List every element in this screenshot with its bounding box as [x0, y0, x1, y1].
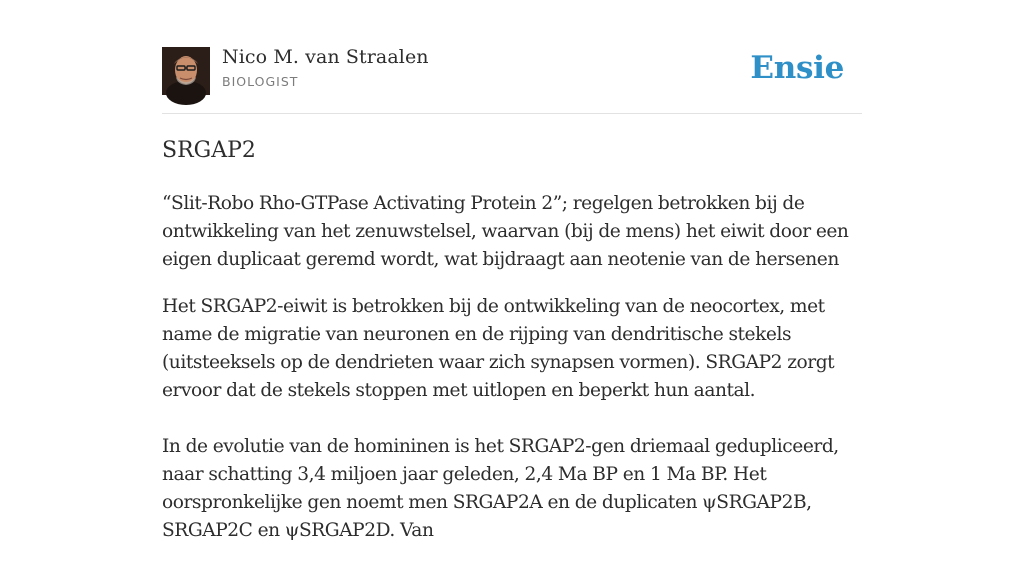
header-divider — [162, 113, 862, 114]
entry-definition: “Slit-Robo Rho-GTPase Activating Protein 2”; regelgen betrokken bij de ontwikkeling van het zenuwstelsel, waarvan (bij de mens) het eiwit door een eigen duplicaat geremd wordt, wat bijdraagt aan neotenie van de hersenen — [162, 193, 849, 270]
body-paragraph: Het SRGAP2-eiwit is betrokken bij de ontwikkeling van de neocortex, met name de migratie van neuronen en de rijping van dendritische stekels (uitsteeksels op de dendrieten waar zich synapsen vormen). SRGAP2 zorgt ervoor dat de stekels stoppen met uitlopen en beperkt hun aantal. — [162, 296, 835, 401]
entry-body — [162, 293, 862, 573]
body-paragraph: In de evolutie van de homininen is het SRGAP2-gen driemaal gedupliceerd, naar schatting 3,4 miljoen jaar geleden, 2,4 Ma BP en 1 Ma BP. Het oorspronkelijke gen noemt men SRGAP2A en de duplicaten ψSRGAP2B, SRGAP2C en ψSRGAP2D. Van — [162, 436, 839, 541]
author-avatar[interactable] — [162, 47, 210, 95]
author-role: BIOLOGIST — [222, 74, 299, 89]
author-name[interactable]: Nico M. van Straalen — [222, 46, 429, 68]
author-header — [162, 46, 862, 96]
avatar-portrait-icon — [162, 47, 210, 95]
brand-logo[interactable]: Ensie — [750, 50, 844, 86]
entry-term: SRGAP2 — [162, 138, 256, 163]
entry-card — [162, 0, 862, 541]
